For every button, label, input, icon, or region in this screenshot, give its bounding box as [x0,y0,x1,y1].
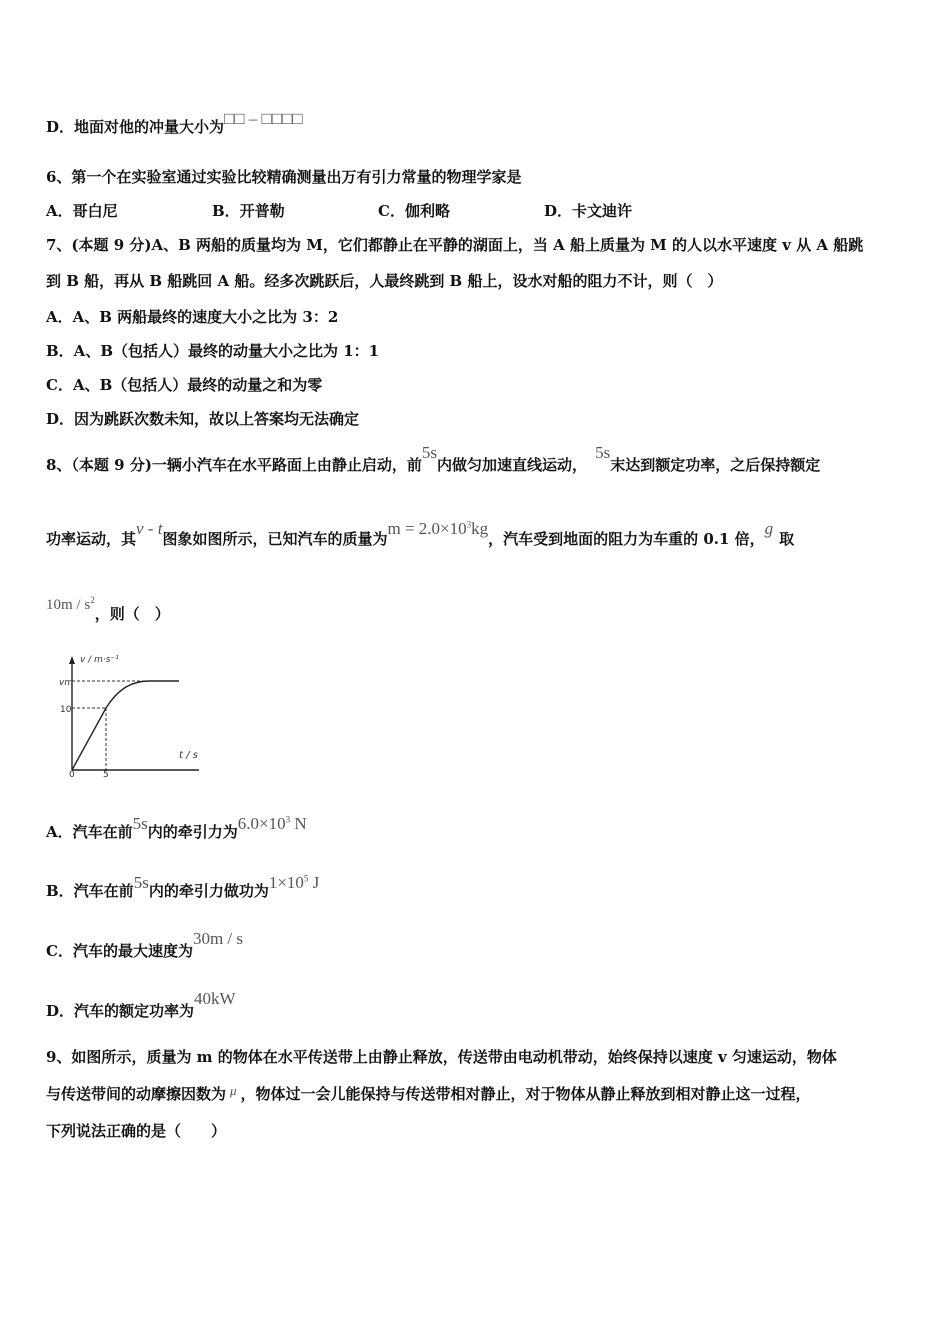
q8-math-g: g [764,519,774,538]
q8-d-math-value: 40kW [194,989,236,1008]
vm-label: vm [59,678,74,688]
q5-option-d-text: D．地面对他的冲量大小为 [46,118,225,136]
q8-text-7: 取 [779,530,795,548]
q8-a-unit: N [290,814,307,833]
q8-b-mid: 内的牵引力做功为 [148,882,269,900]
q6-stem: 6、第一个在实验室通过实验比较精确测量出万有引力常量的物理学家是 [46,168,522,186]
q8-b-math-5s: 5s [133,873,149,892]
q6-option-a: A．哥白尼 [46,202,118,220]
q8-c-text: C．汽车的最大速度为 [46,942,193,960]
q8-option-d [46,989,236,1021]
q8-a-exp: 3 [285,814,291,825]
q7-option-b: B．A、B（包括人）最终的动量大小之比为 1：1 [46,342,380,360]
t-tick-label: 5 [103,770,109,780]
q9-stem-line3: 下列说法正确的是（ ） [46,1122,227,1140]
q8-option-b [46,873,320,901]
q8-text-4: 功率运动，其 [46,530,137,548]
q7-option-d: D．因为跳跃次数未知，故以上答案均无法确定 [46,410,360,428]
q8-g-base: 10m / s [46,597,91,613]
v-tick-label: 10 [60,705,72,715]
vt-curve [72,681,179,770]
q6-option-d: D．卡文迪许 [544,202,633,220]
q8-d-text: D．汽车的额定功率为 [46,1002,195,1020]
q8-a-math-value [238,814,307,833]
q8-text-1: 8、（本题 9 分)一辆小汽车在水平路面上由静止启动，前 [46,456,422,474]
q9-text-b: ，物体过一会儿能保持与传送带相对静止，对于物体从静止释放到相对静止这一过程， [240,1085,811,1103]
y-axis-label: v / m·s⁻¹ [80,655,119,665]
q5-option-d-formula: □□ – □□□□ [224,109,303,128]
q8-b-unit: J [308,873,320,892]
q6-options [46,200,632,221]
q8-stem-line2 [46,519,795,549]
q8-g-exp: 2 [90,595,95,605]
q8-math-5s-b: 5s [595,443,611,462]
q8-stem-line3 [46,595,170,624]
q8-b-math-value [269,873,319,892]
q7-stem-line2: 到 B 船，再从 B 船跳回 A 船。经多次跳跃后，人最终跳到 B 船上，设水对船的阻力不计，则（ ） [46,272,723,290]
origin-label: 0 [69,770,75,780]
q8-text-3: 末达到额定功率，之后保持额定 [610,456,821,474]
q8-math-5s-a: 5s [421,443,438,462]
q7-stem-line1: 7、(本题 9 分)A、B 两船的质量均为 M，它们都静止在平静的湖面上，当 A 船上质量为 M 的人以水平速度 v 从 A 船跳 [46,236,864,254]
q6-option-c: C．伽利略 [378,202,450,220]
q8-stem-line1 [46,443,821,475]
q8-a-math-5s: 5s [132,814,148,833]
q8-b-exp: 5 [303,873,309,884]
q8-text-6: ，汽车受到地面的阻力为车重的 0.1 倍， [488,530,765,548]
q9-text-a: 与传送带间的动摩擦因数为 [46,1085,227,1103]
q9-math-mu: μ [230,1083,237,1098]
y-axis-arrow [69,656,75,664]
q8-math-vt: v - t [136,519,163,538]
q8-math-mass [387,519,488,538]
q7-option-c: C．A、B（包括人）最终的动量之和为零 [46,376,323,394]
q8-mass-base: m = 2.0×10 [387,519,467,538]
q8-option-a [46,814,307,842]
x-axis-label: t / s [179,750,198,761]
q8-text-8: ，则（ ） [94,605,170,623]
q8-a-text: A．汽车在前 [46,823,133,841]
q5-option-d [46,109,303,137]
q8-vt-graph [44,650,204,780]
q8-text-5: 图象如图所示，已知汽车的质量为 [162,530,388,548]
q8-math-g-value [46,597,95,613]
q8-b-text: B．汽车在前 [46,882,134,900]
q8-mass-unit: kg [471,519,489,538]
q8-a-mid: 内的牵引力为 [147,823,238,841]
q8-b-base: 1×10 [268,873,304,892]
q8-mass-exp: 3 [466,519,472,530]
q8-text-2: 内做匀加速直线运动， [437,456,588,474]
q7-option-a: A．A、B 两船最终的速度大小之比为 3：2 [46,308,339,326]
q6-option-b: B．开普勒 [212,202,285,220]
q8-c-math-value: 30m / s [192,929,244,948]
q8-option-c [46,929,244,961]
q9-stem-line2 [46,1083,811,1104]
q8-a-base: 6.0×10 [237,814,286,833]
q9-stem-line1: 9、如图所示，质量为 m 的物体在水平传送带上由静止释放，传送带由电动机带动，始终保持以速度 v 匀速运动，物体 [46,1048,837,1066]
